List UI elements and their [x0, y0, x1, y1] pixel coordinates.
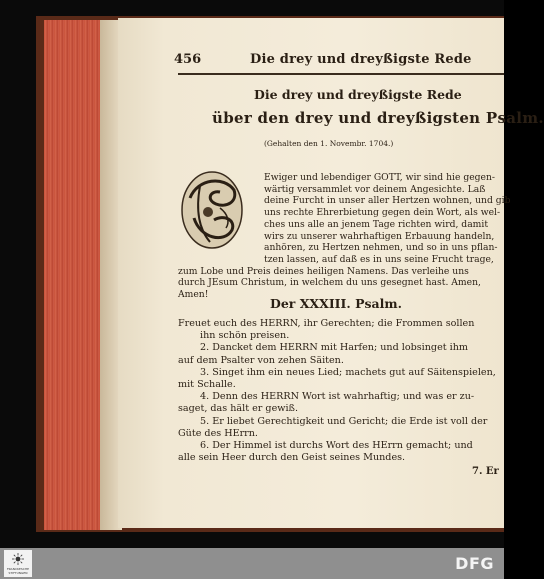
sermon-title-line1: Die drey und dreyßigste Rede — [254, 87, 462, 102]
psalm-line: 6. Der Himmel ist durchs Wort des HErrn gemacht; und — [200, 440, 473, 452]
viewer-footer — [0, 548, 504, 579]
prayer-line: ches uns alle an jenem Tage richten wird, damit — [264, 218, 489, 230]
running-head — [174, 52, 504, 74]
psalm-line: alle sein Heer durch den Geist seines Mundes. — [178, 452, 406, 464]
page-number: 456 — [174, 52, 202, 67]
prayer-line: deine Furcht in unser aller Hertzen wohnen, und gib — [264, 195, 511, 207]
psalm-line: Güte des HErrn. — [178, 427, 258, 439]
sun-emblem-icon — [12, 553, 24, 565]
running-title: Die drey und dreyßigste Rede — [250, 52, 472, 67]
psalm-line: mit Schalle. — [178, 379, 236, 391]
header-rule — [178, 73, 504, 75]
psalm-text — [178, 318, 496, 464]
prayer-line: tzen lassen, auf daß es in uns seine Frucht trage, — [264, 253, 494, 265]
psalm-line: auf dem Psalter von zehen Säiten. — [178, 354, 344, 366]
opening-prayer — [178, 172, 511, 301]
franckesche-stiftungen-logo[interactable] — [4, 550, 32, 577]
psalm-line: 2. Dancket dem HERRN mit Harfen; und lobsinget ihm — [200, 342, 468, 354]
psalm-line: 3. Singet ihm ein neues Lied; machets gut auf Säitenspielen, — [200, 366, 496, 378]
prayer-line: Ewiger und lebendiger GOTT, wir sind hie gegen- — [264, 172, 495, 183]
sermon-title-line2: über den drey und dreyßigsten Psalm. — [212, 109, 544, 127]
psalm-line: saget, das hält er gewiß. — [178, 403, 298, 415]
prayer-line: wärtig versammlet vor deinem Angesichte. Laß — [264, 183, 486, 195]
prayer-line: durch JEsum Christum, in welchem du uns gesegnet hast. Amen, — [178, 277, 481, 289]
sermon-date: (Gehalten den 1. Novembr. 1704.) — [264, 139, 394, 148]
psalm-line: Freuet euch des HERRN, ihr Gerechten; die Frommen sollen — [178, 318, 475, 329]
prayer-line: Amen! — [178, 289, 209, 301]
logo-caption: FRANCKESCHE STIFTUNGEN — [6, 567, 30, 575]
dfg-logo[interactable]: DFG — [455, 554, 494, 573]
psalm-line: 5. Er liebet Gerechtigkeit und Gericht; die Erde ist voll der — [200, 415, 488, 427]
psalm-line: 4. Denn des HERRN Wort ist wahrhaftig; und was er zu- — [200, 391, 475, 403]
catchword: 7. Er — [472, 466, 499, 477]
psalm-heading: Der XXXIII. Psalm. — [270, 296, 402, 311]
prayer-line: uns rechte Ehrerbietung gegen dein Wort, als wel- — [264, 207, 501, 219]
psalm-line: ihn schön preisen. — [200, 330, 290, 342]
prayer-line: anhören, zu Hertzen nehmen, und so in uns pflan- — [264, 242, 498, 254]
prayer-line: wirs zu unserer wahrhaftigen Erbauung handeln, — [264, 230, 495, 242]
prayer-line: zum Lobe und Preis deines heiligen Namens. Das verleihe uns — [178, 265, 469, 277]
